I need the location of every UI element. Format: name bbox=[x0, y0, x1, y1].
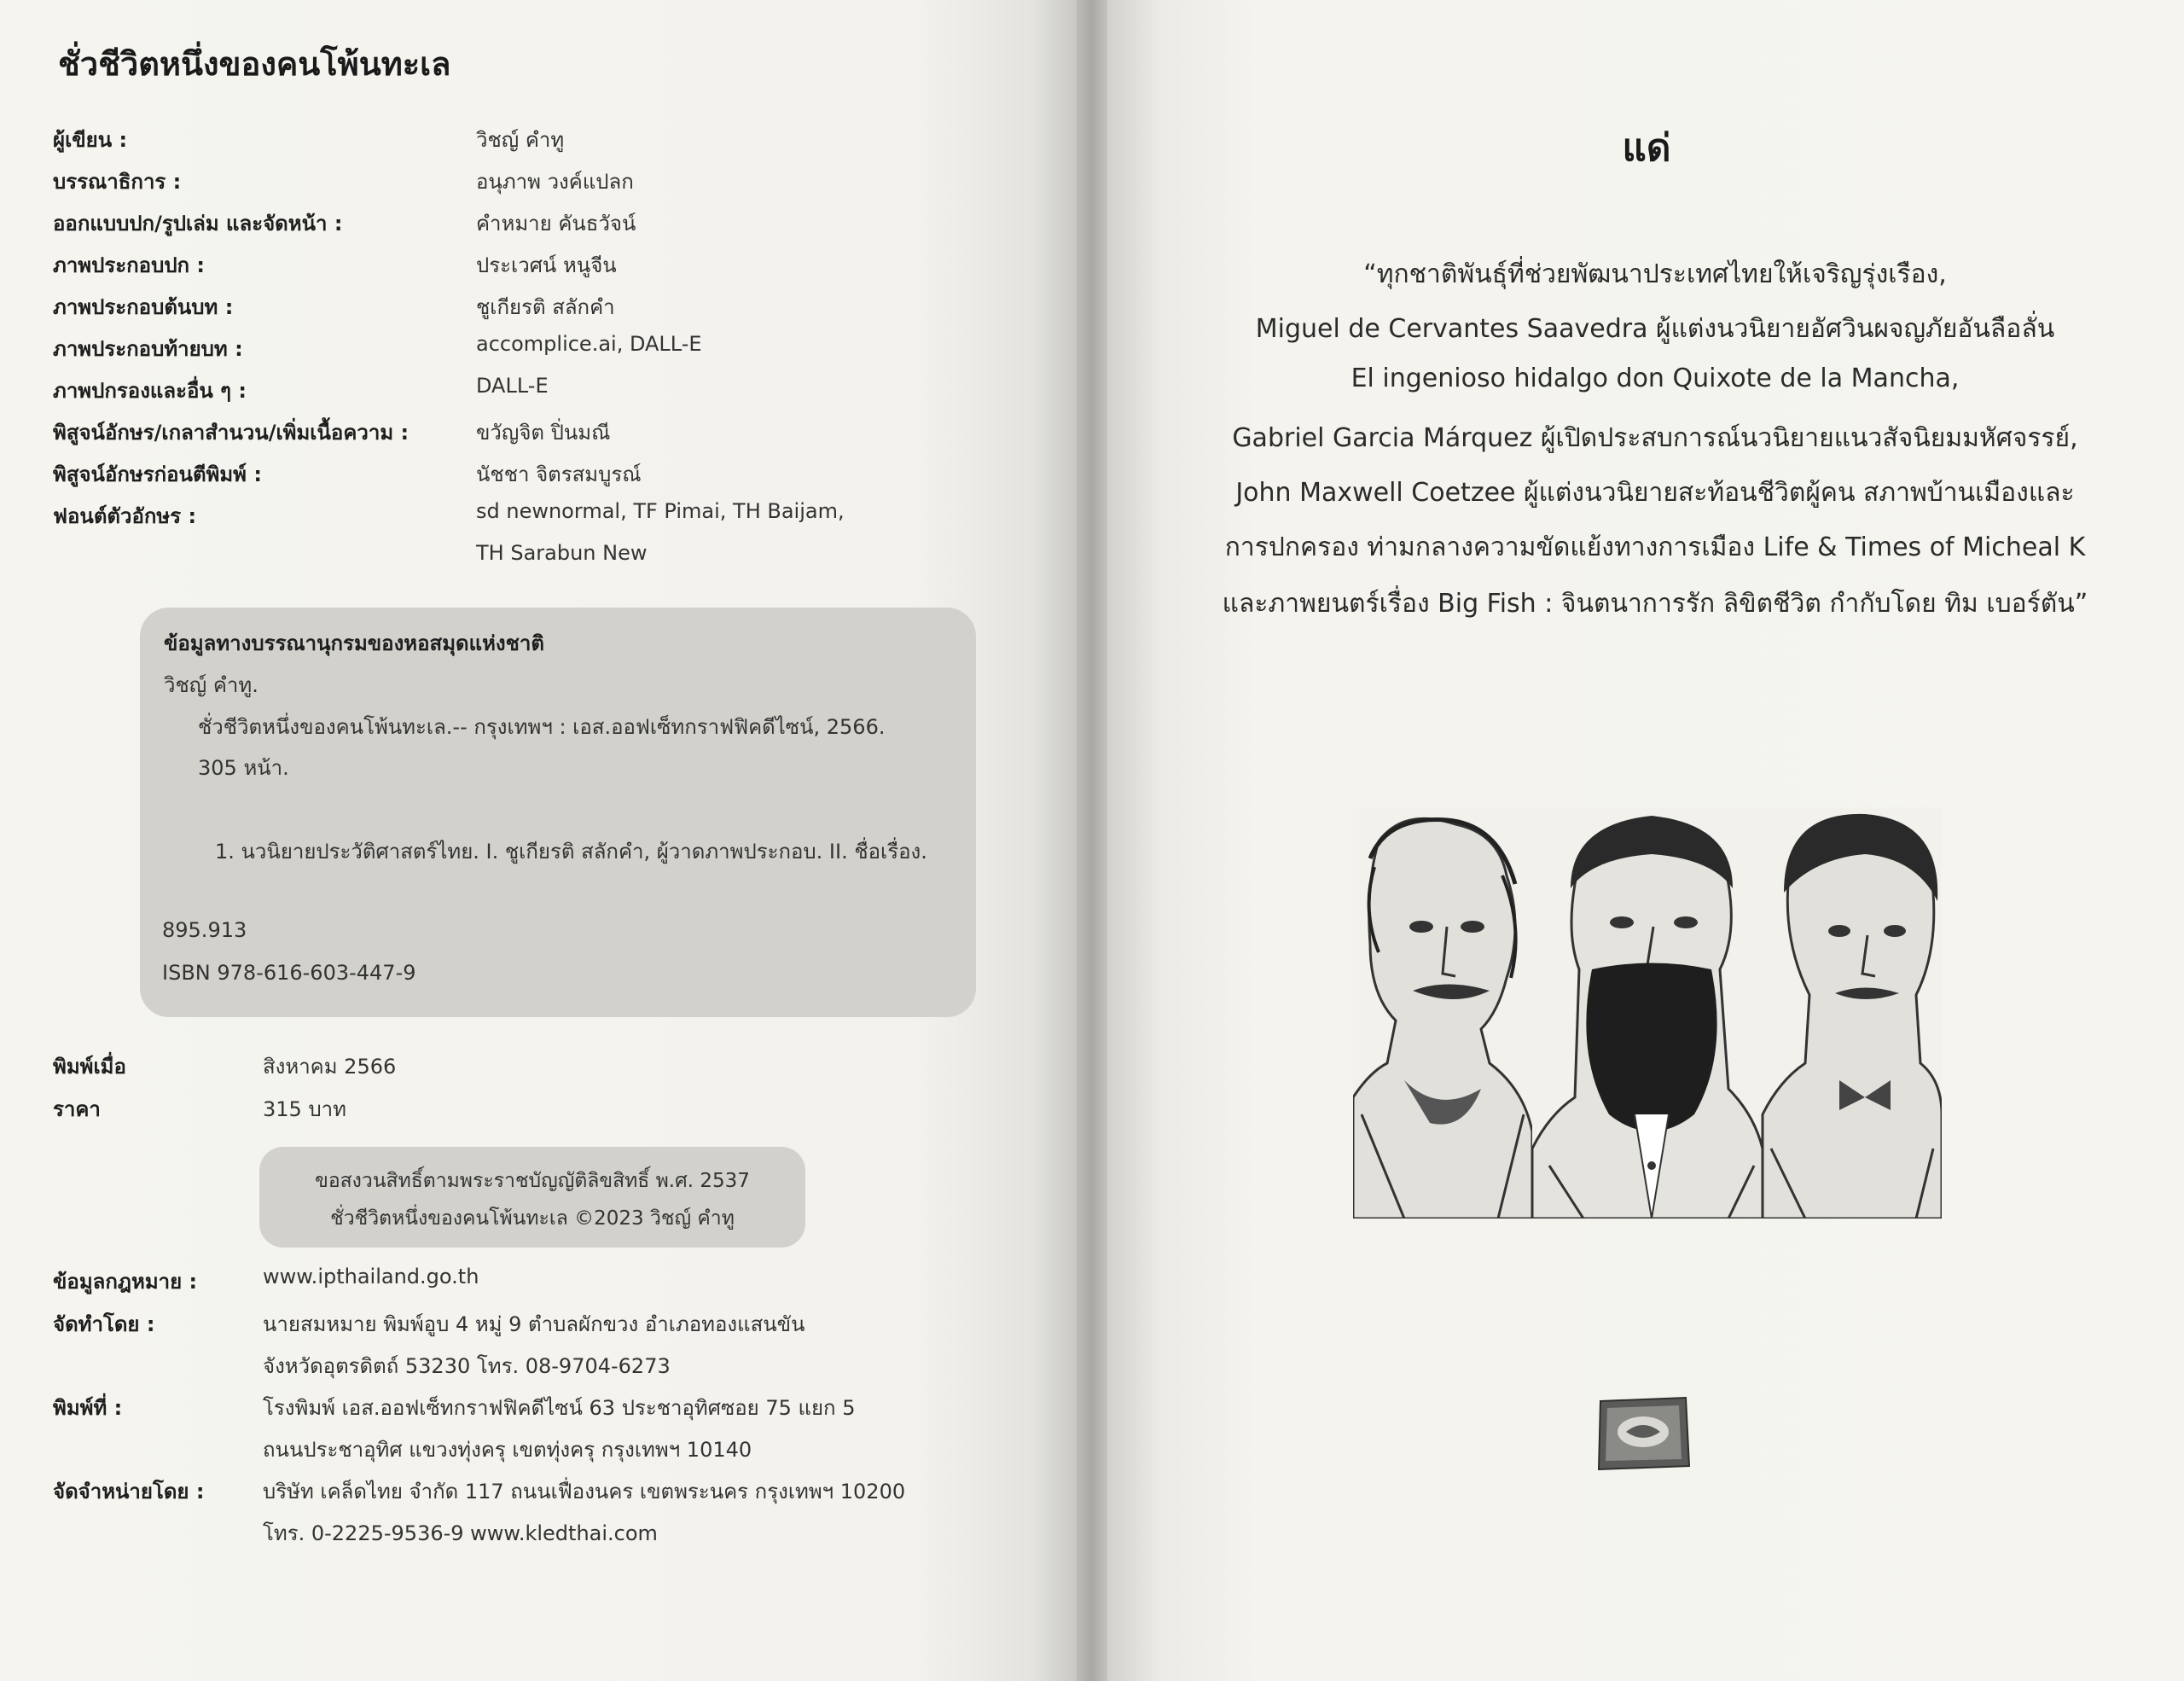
dedication-title: แด่ bbox=[1622, 126, 1671, 170]
distributor-line: โทร. 0-2225-9536-9 www.kledthai.com bbox=[263, 1521, 658, 1545]
quote-line: Gabriel Garcia Márquez ผู้เปิดประสบการณ์นวนิยายแนวสัจนิยมมหัศจรรย์, bbox=[1232, 423, 2078, 453]
distributor-label: จัดจำหน่ายโดย : bbox=[53, 1480, 205, 1504]
credit-label: ภาพประกอบปก : bbox=[53, 253, 206, 277]
credit-value: อนุภาพ วงค์แปลก bbox=[476, 170, 634, 194]
price-value: 315 บาท bbox=[263, 1097, 346, 1121]
quote-line: “ทุกชาติพันธุ์ที่ช่วยพัฒนาประเทศไทยให้เจริญรุ่งเรือง, bbox=[1363, 259, 1947, 289]
credit-label: ภาพประกอบท้ายบท : bbox=[53, 337, 243, 361]
printer-label: พิมพ์ที่ : bbox=[53, 1396, 123, 1420]
credit-label: ฟอนต์ตัวอักษร : bbox=[53, 504, 197, 528]
portrait-middle bbox=[1532, 807, 1763, 1219]
copyright-box bbox=[259, 1147, 805, 1248]
portrait-right bbox=[1763, 807, 1942, 1219]
credit-value: วิชญ์ คำทู bbox=[476, 128, 565, 152]
credit-value: TH Sarabun New bbox=[476, 541, 648, 565]
book-title: ชั่วชีวิตหนึ่งของคนโพ้นทะเล bbox=[58, 45, 451, 83]
cip-subjects: 1. นวนิยายประวัติศาสตร์ไทย. I. ชูเกียรติ สลักคำ, ผู้วาดภาพประกอบ. II. ชื่อเรื่อง. bbox=[215, 840, 927, 864]
credit-label: พิสูจน์อักษร/เกลาสำนวน/เพิ่มเนื้อความ : bbox=[53, 421, 410, 445]
credit-label: ผู้เขียน : bbox=[53, 128, 128, 152]
credit-label: ภาพประกอบต้นบท : bbox=[53, 295, 234, 319]
credit-value: นัชชา จิตรสมบูรณ์ bbox=[476, 462, 642, 486]
cip-heading: ข้อมูลทางบรรณานุกรมของหอสมุดแห่งชาติ bbox=[164, 631, 544, 655]
portrait-left bbox=[1353, 807, 1532, 1219]
distributor-line: บริษัท เคล็ดไทย จำกัด 117 ถนนเฟื่องนคร เขตพระนคร กรุงเทพฯ 10200 bbox=[263, 1480, 906, 1504]
publisher-logo bbox=[1594, 1393, 1693, 1475]
cip-box bbox=[140, 608, 976, 1017]
cip-title-line: ชั่วชีวิตหนึ่งของคนโพ้นทะเล.-- กรุงเทพฯ : เอส.ออฟเซ็ทกราฟฟิคดีไซน์, 2566. bbox=[198, 715, 886, 739]
copyright-line: ชั่วชีวิตหนึ่งของคนโพ้นทะเล ©2023 วิชญ์ คำทู bbox=[330, 1207, 735, 1230]
price-label: ราคา bbox=[53, 1097, 101, 1121]
copyright-line: ขอสงวนสิทธิ์ตามพระราชบัญญัติลิขสิทธิ์ พ.ศ. 2537 bbox=[315, 1170, 750, 1192]
producer-line: นายสมหมาย พิมพ์อูบ 4 หมู่ 9 ตำบลผักขวง อำเภอทองแสนขัน bbox=[263, 1312, 805, 1336]
print-date-value: สิงหาคม 2566 bbox=[263, 1055, 397, 1079]
credit-value: accomplice.ai, DALL-E bbox=[476, 332, 702, 356]
credit-label: พิสูจน์อักษรก่อนตีพิมพ์ : bbox=[53, 462, 262, 486]
quote-line: และภาพยนตร์เรื่อง Big Fish : จินตนาการรัก ลิขิตชีวิต กำกับโดย ทิม เบอร์ตัน” bbox=[1222, 589, 2088, 619]
credit-label: บรรณาธิการ : bbox=[53, 170, 182, 194]
quote-line: การปกครอง ท่ามกลางความขัดแย้งทางการเมือง Life & Times of Micheal K bbox=[1224, 532, 2086, 562]
cip-isbn: ISBN 978-616-603-447-9 bbox=[162, 961, 416, 985]
legal-label: ข้อมูลกฎหมาย : bbox=[53, 1270, 198, 1294]
printer-line: ถนนประชาอุทิศ แขวงทุ่งครุ เขตทุ่งครุ กรุงเทพฯ 10140 bbox=[263, 1438, 752, 1462]
print-date-label: พิมพ์เมื่อ bbox=[53, 1055, 126, 1079]
cip-pages: 305 หน้า. bbox=[198, 756, 289, 780]
cip-classification: 895.913 bbox=[162, 918, 247, 942]
credit-value: sd newnormal, TF Pimai, TH Baijam, bbox=[476, 499, 845, 523]
quote-line: John Maxwell Coetzee ผู้แต่งนวนิยายสะท้อนชีวิตผู้คน สภาพบ้านเมืองและ bbox=[1235, 478, 2075, 508]
quote-line: Miguel de Cervantes Saavedra ผู้แต่งนวนิยายอัศวินผจญภัยอันลือลั่น bbox=[1255, 314, 2055, 344]
credit-value: ประเวศน์ หนูจีน bbox=[476, 253, 617, 277]
credit-value: คำหมาย คันธวัจน์ bbox=[476, 212, 636, 236]
legal-website: www.ipthailand.go.th bbox=[263, 1265, 479, 1288]
printer-line: โรงพิมพ์ เอส.ออฟเซ็ทกราฟฟิคดีไซน์ 63 ประชาอุทิศซอย 75 แยก 5 bbox=[263, 1396, 856, 1420]
credit-label: ออกแบบปก/รูปเล่ม และจัดหน้า : bbox=[53, 212, 343, 236]
producer-label: จัดทำโดย : bbox=[53, 1312, 155, 1336]
author-portraits-illustration bbox=[1353, 807, 1942, 1219]
producer-line: จังหวัดอุตรดิตถ์ 53230 โทร. 08-9704-6273 bbox=[263, 1354, 671, 1378]
credit-value: ขวัญจิต ปิ่นมณี bbox=[476, 421, 611, 445]
credit-label: ภาพปกรองและอื่น ๆ : bbox=[53, 379, 247, 403]
credit-value: DALL-E bbox=[476, 374, 549, 398]
cip-author: วิชญ์ คำทู. bbox=[164, 673, 258, 697]
quote-line: El ingenioso hidalgo don Quixote de la Mancha, bbox=[1350, 364, 1960, 393]
book-gutter bbox=[1077, 0, 1107, 1681]
credit-value: ชูเกียรติ สลักคำ bbox=[476, 295, 615, 319]
